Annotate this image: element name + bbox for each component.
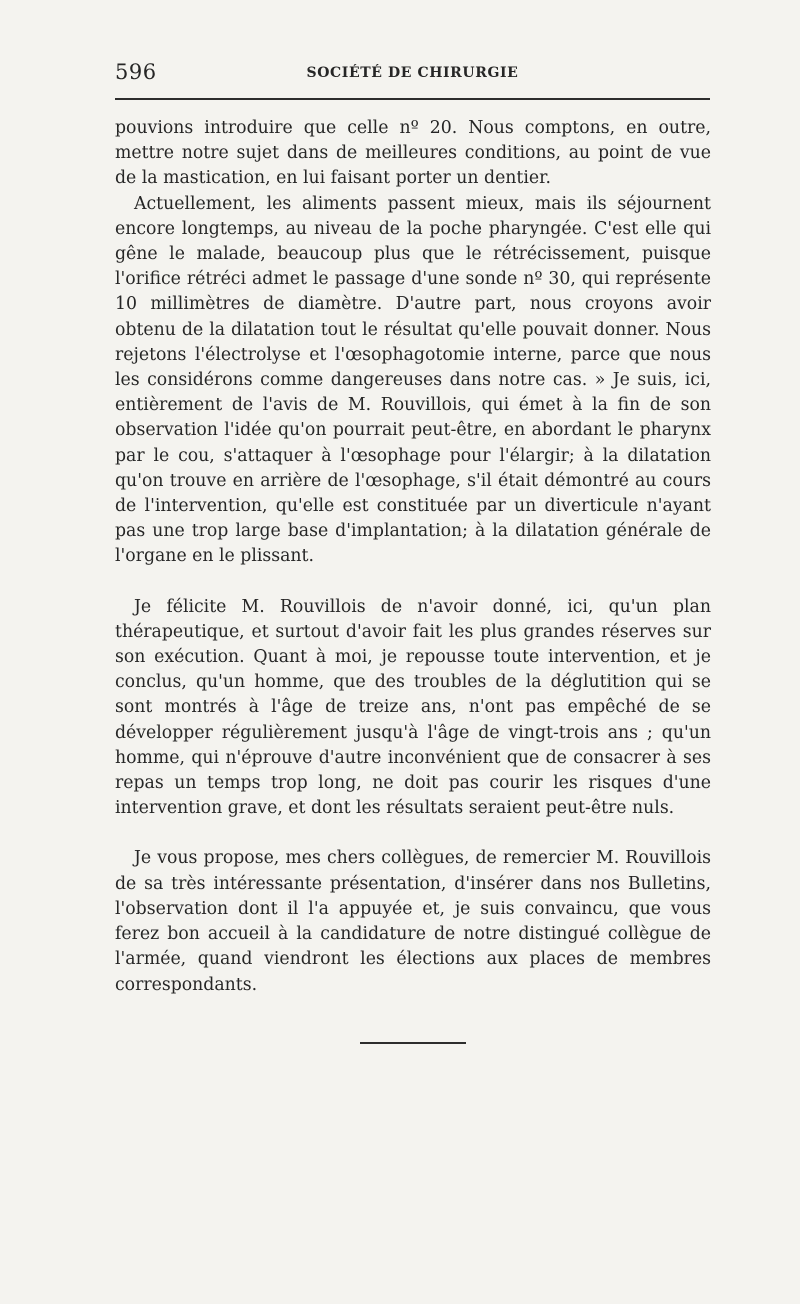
end-rule [360, 1042, 466, 1044]
paragraph-conclusion: Je félicite M. Rouvillois de n'avoir donné, ici, qu'un plan thérapeutique, et surtout d'avoir fait les plus grandes réserves sur son exécution. Quant à moi, je repousse toute intervention, et je conclus, qu'un homme, que des troubles de la déglutition qui se sont montrés à l'âge de treize ans, n'ont pas empêché de se développer régulièrement jusqu'à l'âge de vingt-trois ans ; qu'un homme, qui n'éprouve d'autre inconvénient que de consacrer à ses repas un temps trop long, ne doit pas courir les risques d'une intervention grave, et dont les résultats seraient peut-être nuls. [115, 596, 711, 819]
page-header [115, 60, 710, 84]
header-rule [115, 98, 710, 100]
paragraph-quote: Actuellement, les aliments passent mieux, mais ils séjournent encore longtemps, au niveau de la poche pharyngée. C'est elle qui gêne le malade, beaucoup plus que le rétrécissement, puisque l'orifice rétréci admet le passage d'une sonde nº 30, qui représente 10 millimètres de diamètre. D'autre part, nous croyons avoir obtenu de la dilatation tout le résultat qu'elle pouvait donner. Nous rejetons l'électrolyse et l'œsophagotomie interne, parce que nous les considérons comme dangereuses dans notre cas. » Je suis, ici, entièrement de l'avis de M. Rouvillois, qui émet à la fin de son observation l'idée qu'on pourrait peut-être, en abordant le pharynx par le cou, s'attaquer à l'œsophage pour l'élargir; à la dilatation qu'on trouve en arrière de l'œsophage, s'il était démontré au cours de l'intervention, qu'elle est constituée par un diverticule n'ayant pas une trop large base d'implantation; à la dilatation générale de l'organe en le plissant. [115, 193, 711, 567]
running-head: SOCIÉTÉ DE CHIRURGIE [306, 65, 519, 81]
paragraph-proposal: Je vous propose, mes chers collègues, de remercier M. Rouvillois de sa très intéressante présentation, d'insérer dans nos Bulletins, l'observation dont il l'a appuyée et, je suis convaincu, que vous ferez bon accueil à la candidature de notre distingué collègue de l'armée, quand viendront les élections aux places de membres correspondants. [115, 848, 711, 995]
page-number: 596 [115, 60, 157, 84]
paragraph-continued: pouvions introduire que celle nº 20. Nous comptons, en outre, mettre notre sujet dans de meilleures conditions, au point de vue de la mastication, en lui faisant porter un dentier. [115, 118, 711, 189]
page-body [115, 116, 711, 998]
